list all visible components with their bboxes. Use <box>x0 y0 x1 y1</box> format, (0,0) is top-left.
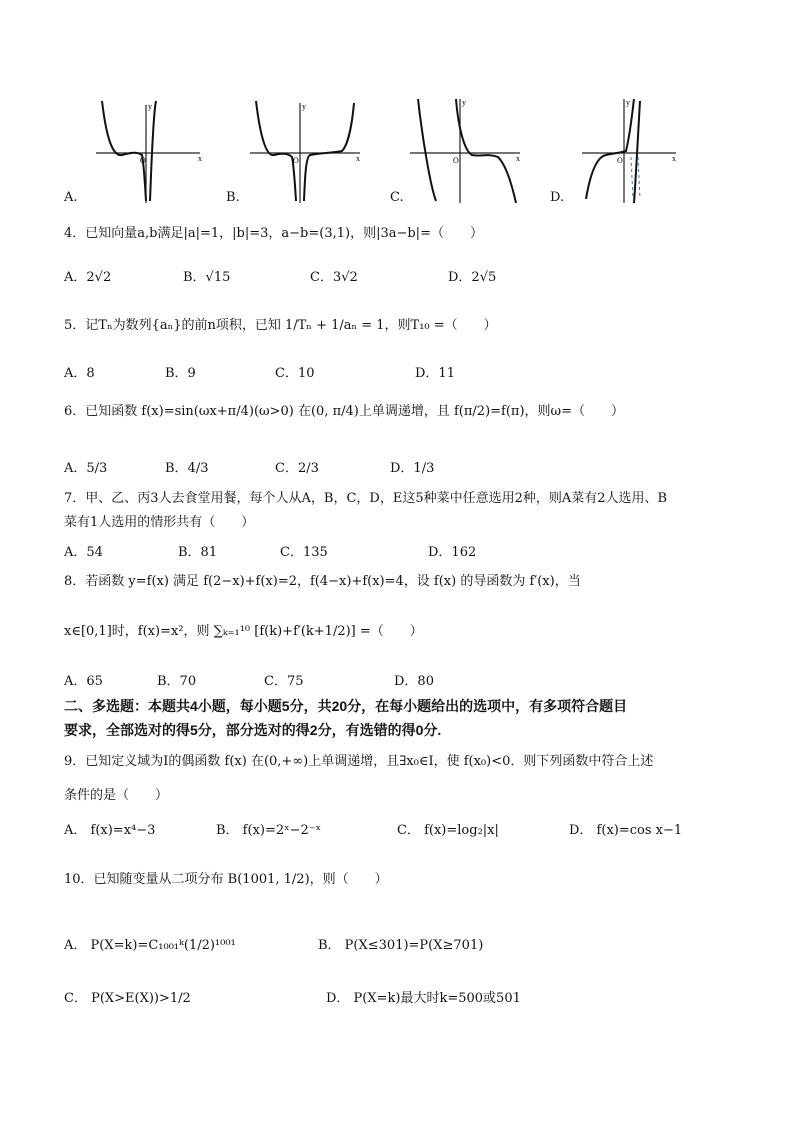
q8-option-a: A．65 <box>64 674 103 689</box>
graph-d-x: x <box>672 154 676 163</box>
graph-label-b: B. <box>226 190 240 205</box>
q4-option-c: C．3√2 <box>310 270 358 285</box>
graph-d-y: y <box>626 98 630 107</box>
graph-d-origin: O <box>617 156 623 165</box>
q9-option-d: D． f(x)=cos x−1 <box>569 823 683 838</box>
q8-option-b: B．70 <box>157 674 197 689</box>
q4-option-d: D．2√5 <box>448 270 497 285</box>
graph-a <box>96 101 202 203</box>
q4-option-b: B．√15 <box>183 270 231 285</box>
q10-option-b: B． P(X≤301)=P(X≥701) <box>318 938 484 953</box>
q9-stem-line1: 9．已知定义域为I的偶函数 f(x) 在(0,+∞)上单调递增，且∃x₀∈I，使 f(x₀)<0．则下列函数中符合上述 <box>64 754 654 769</box>
q7-option-b: B．81 <box>178 545 218 560</box>
q7-option-d: D．162 <box>428 545 477 560</box>
graph-d <box>582 98 676 203</box>
q9-option-c: C． f(x)=log₂|x| <box>397 823 499 838</box>
q7-stem-line1: 7．甲、乙、丙3人去食堂用餐，每个人从A，B，C，D，E这5种菜中任意选用2种，则A菜有2人选用、B <box>64 491 668 506</box>
q6-option-d: D．1/3 <box>390 461 435 476</box>
q5-option-d: D．11 <box>415 366 455 381</box>
q10-option-c: C． P(X>E(X))>1/2 <box>64 991 191 1006</box>
graph-b <box>250 101 360 203</box>
graph-options-row <box>60 95 700 207</box>
q7-option-a: A．54 <box>64 545 103 560</box>
q10-option-a: A． P(X=k)=C₁₀₀₁ᵏ(1/2)¹⁰⁰¹ <box>64 938 236 953</box>
graph-b-x: x <box>356 154 360 163</box>
q7-stem-line2: 菜有1人选用的情形共有（ ） <box>64 515 255 530</box>
q9-option-b: B． f(x)=2ˣ−2⁻ˣ <box>216 823 322 838</box>
section2-heading-line1: 二、多选题：本题共4小题，每小题5分，共20分，在每小题给出的选项中，有多项符合题目 <box>64 698 628 714</box>
q10-stem: 10．已知随变量从二项分布 B(1001, 1/2)，则（ ） <box>64 872 388 887</box>
graph-label-c: C. <box>390 190 404 205</box>
q5-option-c: C．10 <box>275 366 315 381</box>
q8-stem-line2: x∈[0,1]时，f(x)=x²，则 ∑ₖ₌₁¹⁰ [f(k)+f′(k+1/2)] =（ ） <box>64 624 423 639</box>
q4-option-a: A．2√2 <box>64 270 112 285</box>
q8-option-c: C．75 <box>264 674 304 689</box>
q5-stem: 5．记Tₙ为数列{aₙ}的前n项积，已知 1/Tₙ + 1/aₙ = 1，则T₁₀ =（ ） <box>64 318 497 333</box>
graph-c-y: y <box>462 98 466 107</box>
q5-option-b: B．9 <box>165 366 196 381</box>
graph-b-origin: O <box>293 156 299 165</box>
section2-heading-line2: 要求，全部选对的得5分，部分选对的得2分，有选错的得0分. <box>64 722 442 738</box>
q9-stem-line2: 条件的是（ ） <box>64 788 169 803</box>
graph-label-a: A. <box>64 190 78 205</box>
q4-stem: 4．已知向量a,b满足|a|=1，|b|=3，a−b=(3,1)，则|3a−b|=（ ） <box>64 226 483 241</box>
q6-stem: 6．已知函数 f(x)=sin(ωx+π/4)(ω>0) 在(0, π/4)上单调递增，且 f(π/2)=f(π)，则ω=（ ） <box>64 404 625 419</box>
graph-c-origin: O <box>453 156 459 165</box>
graph-a-origin: O <box>140 156 146 165</box>
graph-a-x: x <box>198 154 202 163</box>
q9-option-a: A． f(x)=x⁴−3 <box>64 823 156 838</box>
q6-option-a: A．5/3 <box>64 461 108 476</box>
graph-c-x: x <box>516 154 520 163</box>
q7-option-c: C．135 <box>280 545 328 560</box>
graph-c <box>410 98 520 203</box>
q8-stem-line1: 8．若函数 y=f(x) 满足 f(2−x)+f(x)=2，f(4−x)+f(x)=4，设 f(x) 的导函数为 f′(x)，当 <box>64 574 581 589</box>
graph-b-y: y <box>302 102 306 111</box>
graph-label-d: D. <box>550 190 565 205</box>
q6-option-b: B．4/3 <box>165 461 209 476</box>
graph-a-y: y <box>148 102 152 111</box>
q10-option-d: D． P(X=k)最大时k=500或501 <box>326 991 521 1006</box>
q8-option-d: D．80 <box>394 674 434 689</box>
q5-option-a: A．8 <box>64 366 95 381</box>
q6-option-c: C．2/3 <box>275 461 319 476</box>
